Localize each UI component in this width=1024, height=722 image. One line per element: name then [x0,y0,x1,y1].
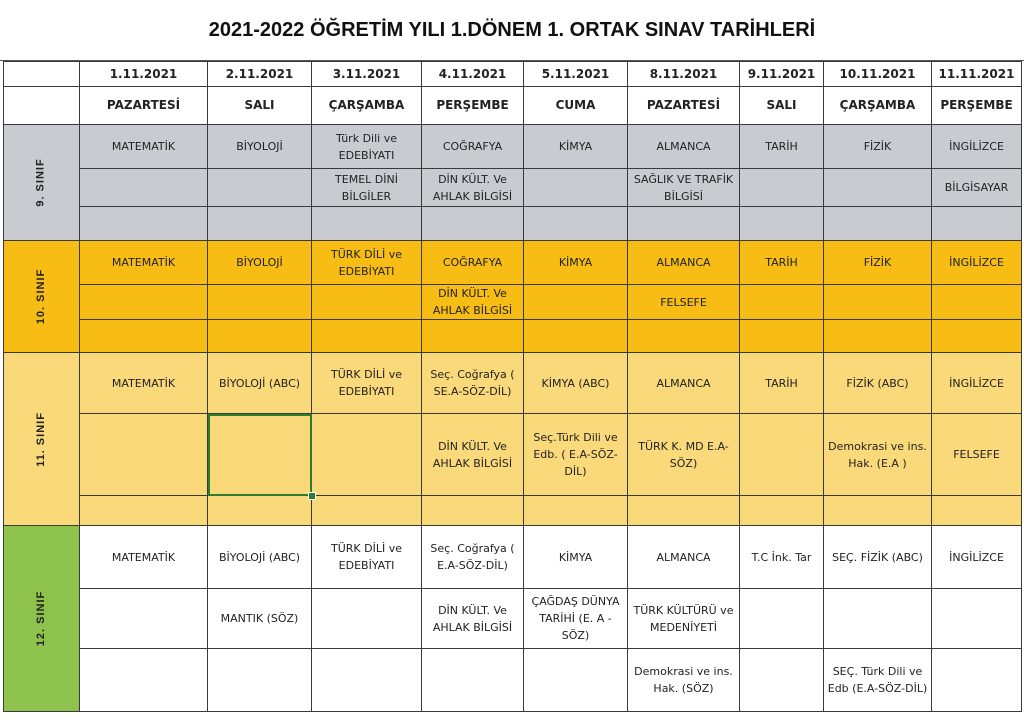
date-header-cell[interactable]: 9.11.2021 [740,62,824,87]
grade-row [4,320,1022,353]
exam-cell[interactable]: SAĞLIK VE TRAFİK BİLGİSİ [628,169,740,207]
exam-cell[interactable]: FELSEFE [628,285,740,320]
exam-cell[interactable]: ALMANCA [628,125,740,169]
exam-cell[interactable] [740,414,824,496]
day-header-cell[interactable]: PERŞEMBE [932,87,1022,125]
exam-cell[interactable]: TÜRK K. MD E.A- SÖZ) [628,414,740,496]
exam-cell[interactable]: MANTIK (SÖZ) [208,589,312,649]
exam-cell[interactable] [208,285,312,320]
exam-cell[interactable]: KİMYA [524,125,628,169]
exam-cell[interactable]: TEMEL DİNİ BİLGİLER [312,169,422,207]
exam-cell[interactable]: TARİH [740,241,824,285]
exam-cell[interactable]: TARİH [740,353,824,414]
grade-label: 12. SINIF [35,590,47,647]
exam-cell[interactable] [422,649,524,712]
exam-cell[interactable] [80,169,208,207]
exam-cell[interactable] [740,285,824,320]
exam-cell[interactable] [824,207,932,241]
exam-cell[interactable]: BİYOLOJİ (ABC) [208,526,312,589]
exam-cell[interactable]: SEÇ. FİZİK (ABC) [824,526,932,589]
exam-cell[interactable]: İNGİLİZCE [932,125,1022,169]
exam-cell[interactable] [208,496,312,526]
exam-schedule-table [3,61,1022,712]
exam-cell[interactable]: İNGİLİZCE [932,526,1022,589]
grade-label-cell[interactable] [4,526,80,712]
exam-cell[interactable]: TARİH [740,125,824,169]
exam-cell[interactable] [80,589,208,649]
grade-label-cell[interactable] [4,353,80,526]
exam-cell[interactable]: ÇAĞDAŞ DÜNYA TARİHİ (E. A -SÖZ) [524,589,628,649]
exam-cell[interactable]: ALMANCA [628,241,740,285]
exam-cell[interactable] [932,320,1022,353]
exam-cell[interactable]: MATEMATİK [80,241,208,285]
exam-cell[interactable]: BİYOLOJİ [208,241,312,285]
grade-row [4,526,1022,589]
exam-cell[interactable]: Türk Dili ve EDEBİYATI [312,125,422,169]
grade-row [4,496,1022,526]
exam-cell[interactable] [824,169,932,207]
corner-cell[interactable] [4,62,80,87]
exam-cell[interactable]: ALMANCA [628,526,740,589]
day-header-cell[interactable]: PAZARTESİ [628,87,740,125]
day-header-cell[interactable]: PERŞEMBE [422,87,524,125]
exam-cell[interactable] [312,285,422,320]
exam-cell[interactable]: FELSEFE [932,414,1022,496]
fill-handle[interactable] [308,492,316,500]
exam-cell[interactable] [422,207,524,241]
exam-cell[interactable] [932,207,1022,241]
exam-cell[interactable] [740,649,824,712]
exam-cell[interactable] [312,320,422,353]
exam-cell[interactable] [628,320,740,353]
grade-row [4,125,1022,169]
date-header-row [4,62,1022,87]
exam-cell[interactable]: DİN KÜLT. Ve AHLAK BİLGİSİ [422,285,524,320]
exam-cell[interactable] [312,207,422,241]
date-header-cell[interactable]: 3.11.2021 [312,62,422,87]
grade-row [4,241,1022,285]
day-header-cell[interactable]: ÇARŞAMBA [312,87,422,125]
exam-cell[interactable] [422,320,524,353]
exam-cell[interactable] [80,649,208,712]
exam-cell[interactable]: TÜRK DİLİ ve EDEBİYATI [312,526,422,589]
exam-cell[interactable] [524,320,628,353]
exam-cell[interactable] [824,320,932,353]
exam-cell[interactable] [824,285,932,320]
exam-cell[interactable] [208,649,312,712]
exam-cell[interactable]: DİN KÜLT. Ve AHLAK BİLGİSİ [422,589,524,649]
exam-cell[interactable] [740,496,824,526]
exam-cell[interactable]: İNGİLİZCE [932,353,1022,414]
exam-cell[interactable] [80,414,208,496]
exam-cell[interactable] [932,589,1022,649]
exam-cell[interactable]: MATEMATİK [80,353,208,414]
exam-cell[interactable] [740,207,824,241]
grade-row [4,589,1022,649]
grade-row [4,169,1022,207]
exam-cell[interactable] [932,285,1022,320]
exam-cell[interactable] [312,589,422,649]
exam-cell[interactable]: İNGİLİZCE [932,241,1022,285]
exam-cell[interactable] [824,589,932,649]
exam-cell[interactable] [524,649,628,712]
exam-cell[interactable] [932,649,1022,712]
exam-cell[interactable] [80,285,208,320]
exam-cell[interactable] [824,496,932,526]
exam-cell[interactable]: KİMYA [524,241,628,285]
grade-row [4,414,1022,496]
exam-cell[interactable]: TÜRK KÜLTÜRÜ ve MEDENİYETİ [628,589,740,649]
exam-cell[interactable] [932,496,1022,526]
date-header-cell[interactable]: 8.11.2021 [628,62,740,87]
exam-cell[interactable]: Demokrasi ve ins. Hak. (E.A ) [824,414,932,496]
exam-cell[interactable] [524,496,628,526]
exam-cell[interactable] [208,320,312,353]
exam-cell[interactable]: Seç. Coğrafya ( E.A-SÖZ-DİL) [422,526,524,589]
exam-cell[interactable] [312,496,422,526]
exam-cell[interactable]: BİLGİSAYAR [932,169,1022,207]
exam-cell[interactable] [312,414,422,496]
day-header-cell[interactable]: SALI [740,87,824,125]
exam-cell[interactable]: BİYOLOJİ (ABC) [208,353,312,414]
date-header-cell[interactable]: 11.11.2021 [932,62,1022,87]
exam-cell[interactable]: DİN KÜLT. Ve AHLAK BİLGİSİ [422,169,524,207]
exam-cell[interactable] [422,496,524,526]
exam-cell[interactable]: BİYOLOJİ [208,125,312,169]
exam-cell[interactable] [524,207,628,241]
exam-cell[interactable]: TÜRK DİLİ ve EDEBİYATI [312,241,422,285]
exam-cell[interactable]: Seç.Türk Dili ve Edb. ( E.A-SÖZ-DİL) [524,414,628,496]
exam-cell[interactable]: DİN KÜLT. Ve AHLAK BİLGİSİ [422,414,524,496]
date-header-cell[interactable]: 2.11.2021 [208,62,312,87]
grade-label: 9. SINIF [35,158,47,207]
date-header-cell[interactable]: 4.11.2021 [422,62,524,87]
grade-row [4,207,1022,241]
grade-label: 11. SINIF [34,411,47,467]
grade-label-cell[interactable] [4,241,80,353]
exam-cell[interactable]: Demokrasi ve ins. Hak. (SÖZ) [628,649,740,712]
exam-cell[interactable]: ALMANCA [628,353,740,414]
exam-cell[interactable] [80,207,208,241]
day-header-cell[interactable]: CUMA [524,87,628,125]
exam-cell[interactable]: Seç. Coğrafya ( SE.A-SÖZ-DİL) [422,353,524,414]
exam-cell[interactable]: KİMYA [524,526,628,589]
day-header-row [4,87,1022,125]
exam-cell[interactable] [208,207,312,241]
exam-cell[interactable]: SEÇ. Türk Dili ve Edb (E.A-SÖZ-DİL) [824,649,932,712]
grade-row [4,649,1022,712]
exam-cell[interactable]: MATEMATİK [80,125,208,169]
exam-cell[interactable] [524,169,628,207]
exam-cell[interactable] [312,649,422,712]
grade-label-cell[interactable] [4,125,80,241]
exam-cell[interactable] [740,589,824,649]
exam-cell[interactable] [80,320,208,353]
exam-cell[interactable] [740,320,824,353]
day-header-cell[interactable]: ÇARŞAMBA [824,87,932,125]
grade-row [4,285,1022,320]
grade-row [4,353,1022,414]
date-header-cell[interactable]: 1.11.2021 [80,62,208,87]
exam-cell[interactable] [628,207,740,241]
exam-cell[interactable]: T.C İnk. Tar [740,526,824,589]
exam-cell[interactable] [524,285,628,320]
exam-cell[interactable] [628,496,740,526]
exam-cell[interactable]: COĞRAFYA [422,125,524,169]
exam-cell[interactable]: KİMYA (ABC) [524,353,628,414]
exam-cell[interactable]: COĞRAFYA [422,241,524,285]
exam-cell[interactable]: FİZİK (ABC) [824,353,932,414]
grade-label: 10. SINIF [35,268,47,325]
exam-cell[interactable] [740,169,824,207]
day-header-cell[interactable]: PAZARTESİ [80,87,208,125]
page-title: 2021-2022 ÖĞRETİM YILI 1.DÖNEM 1. ORTAK SINAV TARİHLERİ [0,0,1024,61]
corner-cell[interactable] [4,87,80,125]
exam-cell[interactable] [208,169,312,207]
selected-cell[interactable] [208,414,312,496]
date-header-cell[interactable]: 5.11.2021 [524,62,628,87]
date-header-cell[interactable]: 10.11.2021 [824,62,932,87]
exam-cell[interactable]: TÜRK DİLİ ve EDEBİYATI [312,353,422,414]
exam-cell[interactable]: MATEMATİK [80,526,208,589]
exam-cell[interactable]: FİZİK [824,241,932,285]
exam-cell[interactable]: FİZİK [824,125,932,169]
exam-cell[interactable] [80,496,208,526]
day-header-cell[interactable]: SALI [208,87,312,125]
